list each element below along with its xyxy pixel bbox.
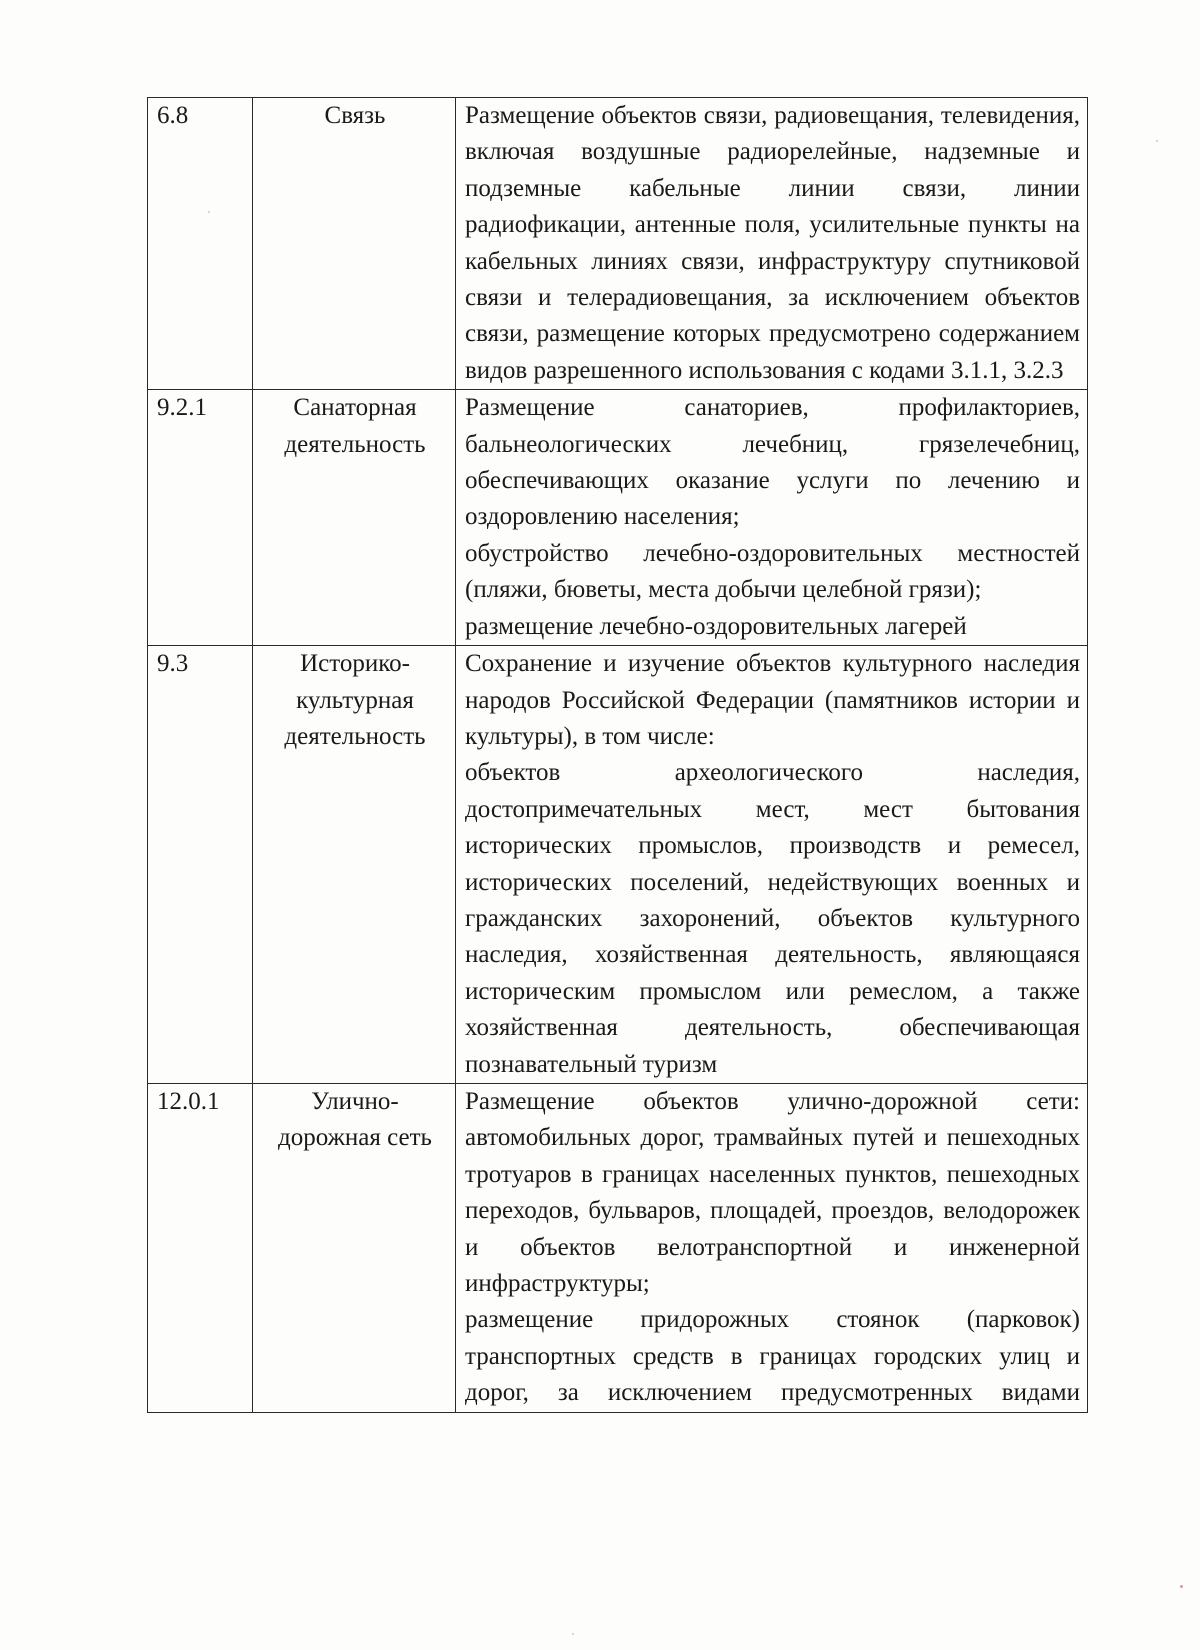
description-paragraph: Сохранение и изучение объектов культурного наследия народов Российской Федерации (памятников истории и культуры), в том числе:: [465, 650, 1080, 750]
description-paragraph: Размещение объектов связи, радиовещания, телевидения, включая воздушные радиорелейные, надземные и подземные кабельные линии связи, линии радиофикации, антенные поля, усилительные пункты на кабельных линиях связи, инфраструктуру спутниковой связи и телерадиовещания, за исключением объектов связи, размещение которых предусмотрено содержанием видов разрешенного использования с кодами 3.1.1, 3.2.3: [465, 102, 1080, 384]
usage-description: [456, 646, 1088, 1084]
description-paragraph: Размещение объектов улично-дорожной сети: автомобильных дорог, трамвайных путей и пешеходных тротуаров в границах населенных пунктов, пешеходных переходов, бульваров, площадей, проездов, велодорожек и объектов велотранспортной и инженерной инфраструктуры;: [465, 1087, 1080, 1297]
usage-description: [456, 1083, 1088, 1412]
usage-description: [456, 98, 1088, 390]
usage-description: [456, 390, 1088, 646]
usage-name: Санаторная деятельность: [253, 390, 456, 646]
description-paragraph: Размещение санаториев, профилакториев, бальнеологических лечебниц, грязелечебниц, обеспечивающих оказание услуги по лечению и оздоровлению населения;: [465, 394, 1080, 531]
table-row: [148, 390, 1088, 646]
usage-code: 6.8: [148, 98, 253, 390]
scan-speck: [1180, 1585, 1183, 1588]
land-use-table: [147, 97, 1088, 1413]
usage-name: Улично-дорожная сеть: [253, 1083, 456, 1412]
description-paragraph: объектов археологического наследия, достопримечательных мест, мест бытования исторических промыслов, производств и ремесел, исторических поселений, недействующих военных и гражданских захоронений, объектов культурного наследия, хозяйственная деятельность, являющаяся историческим промыслом или ремеслом, а также хозяйственная деятельность, обеспечивающая познавательный туризм: [465, 759, 1080, 1078]
usage-name: Связь: [253, 98, 456, 390]
description-paragraph: размещение лечебно-оздоровительных лагерей: [465, 612, 967, 640]
usage-code: 9.2.1: [148, 390, 253, 646]
table-row: [148, 98, 1088, 390]
usage-name: Историко-культурная деятельность: [253, 646, 456, 1084]
table-row: [148, 1083, 1088, 1412]
description-paragraph: размещение придорожных стоянок (парковок) транспортных средств в границах городских улиц и дорог, за исключением предусмотренных видами: [465, 1306, 1080, 1407]
scan-speck: [208, 211, 210, 213]
scan-speck: [572, 1633, 574, 1635]
description-paragraph: обустройство лечебно-оздоровительных местностей (пляжи, бюветы, места добычи целебной грязи);: [465, 539, 1080, 604]
usage-code: 12.0.1: [148, 1083, 253, 1412]
scan-speck: [1156, 140, 1158, 142]
usage-code: 9.3: [148, 646, 253, 1084]
table-row: [148, 646, 1088, 1084]
